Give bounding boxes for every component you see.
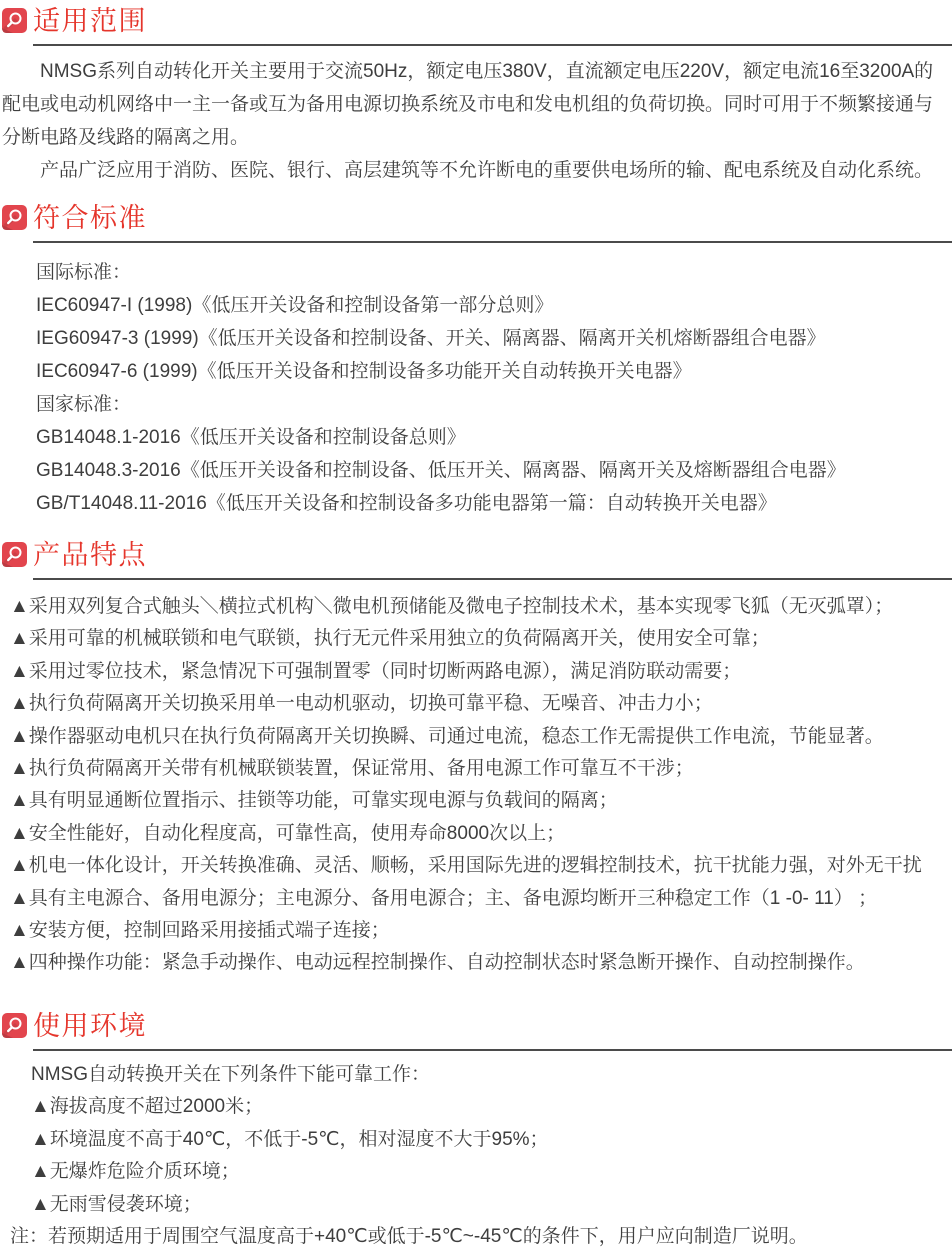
standard-line: IEC60947-6 (1999)《低压开关设备和控制设备多功能开关自动转换开关电器》 [36,361,692,382]
feature-item: ▲操作器驱动电机只在执行负荷隔离开关切换瞬、司通过电流，稳态工作无需提供工作电流，节能显著。 [10,725,884,747]
header-underline [33,1049,952,1051]
feature-item: ▲安全性能好，自动化程度高，可靠性高，使用寿命8000次以上； [10,822,566,844]
magnifier-icon [2,1013,27,1038]
section-title: 产品特点 [33,540,147,570]
standard-line: 国家标准： [36,394,132,415]
environment-note: 注：若预期适用于周围空气温度高于+40℃或低于-5℃~-45℃的条件下，用户应向制造厂说明。 [10,1226,808,1248]
section-scope [0,0,952,187]
scope-paragraph: 产品广泛应用于消防、医院、银行、高层建筑等不允许断电的重要供电场所的输、配电系统及自动化系统。 [40,160,934,181]
standard-line: 国际标准： [36,262,132,283]
feature-item: ▲机电一体化设计，开关转换准确、灵活、顺畅，采用国际先进的逻辑控制技术，抗干扰能力强，对外无干扰 [10,855,922,877]
feature-item: ▲具有主电源合、备用电源分；主电源分、备用电源合；主、备电源均断开三种稳定工作（1 -0- 11） ； [10,887,878,909]
standard-line: IEG60947-3 (1999)《低压开关设备和控制设备、开关、隔离器、隔离开关机熔断器组合电器》 [36,328,826,349]
magnifier-icon [2,8,27,33]
feature-item: ▲四种操作功能：紧急手动操作、电动远程控制操作、自动控制状态时紧急断开操作、自动控制操作。 [10,952,865,974]
environment-item: ▲无爆炸危险介质环境； [31,1161,240,1183]
header-underline [33,241,952,243]
section-title: 适用范围 [33,6,147,36]
standard-line: IEC60947-I (1998)《低压开关设备和控制设备第一部分总则》 [36,295,554,316]
features-body [0,591,952,980]
feature-item: ▲采用双列复合式触头＼横拉式机构＼微电机预储能及微电子控制技术术，基本实现零飞狐（无灭弧罩）； [10,596,894,617]
environment-body [0,1059,952,1254]
feature-item: ▲采用可靠的机械联锁和电气联锁，执行无元件采用独立的负荷隔离开关，使用安全可靠； [10,628,770,650]
feature-item: ▲执行负荷隔离开关切换采用单一电动机驱动，切换可靠平稳、无噪音、冲击力小； [10,693,713,715]
magnifier-icon [2,542,27,567]
header-underline [33,578,952,580]
section-title: 使用环境 [33,1010,147,1041]
standard-line: GB14048.1-2016《低压开关设备和控制设备总则》 [36,427,466,448]
scope-paragraph: NMSG系列自动转化开关主要用于交流50Hz，额定电压380V，直流额定电压220V，额定电流16至3200A的配电或电动机网络中一主一备或互为备用电源切换系统及市电和发电机组的负荷切换。同时可用于不频繁接通与分断电路及线路的隔离之用。 [2,61,934,148]
standard-line: GB14048.3-2016《低压开关设备和控制设备、低压开关、隔离器、隔离开关及熔断器组合电器》 [36,460,846,481]
section-scope-header [0,5,952,46]
standard-line: GB/T14048.11-2016《低压开关设备和控制设备多功能电器第一篇：自动转换开关电器》 [36,493,777,514]
feature-item: ▲具有明显通断位置指示、挂锁等功能，可靠实现电源与负载间的隔离； [10,790,618,812]
magnifier-icon [2,205,27,230]
section-environment [0,1010,952,1254]
section-title: 符合标准 [33,203,147,233]
feature-item: ▲采用过零位技术，紧急情况下可强制置零（同时切断两路电源），满足消防联动需要； [10,660,742,682]
section-features-header [0,539,952,580]
section-standards-header [0,202,952,243]
header-underline [33,44,952,46]
feature-item: ▲安装方便，控制回路采用接插式端子连接； [10,920,390,942]
standards-body [0,256,952,520]
environment-item: ▲环境温度不高于40℃，不低于-5℃，相对湿度不大于95%； [31,1128,549,1150]
section-standards [0,202,952,520]
environment-intro: NMSG自动转换开关在下列条件下能可靠工作： [31,1063,431,1085]
environment-item: ▲海拔高度不超过2000米； [31,1096,264,1118]
scope-body [0,55,952,187]
feature-item: ▲执行负荷隔离开关带有机械联锁装置，保证常用、备用电源工作可靠互不干涉； [10,758,694,780]
section-environment-header [0,1010,952,1051]
section-features [0,539,952,980]
environment-item: ▲无雨雪侵袭环境； [31,1193,202,1215]
